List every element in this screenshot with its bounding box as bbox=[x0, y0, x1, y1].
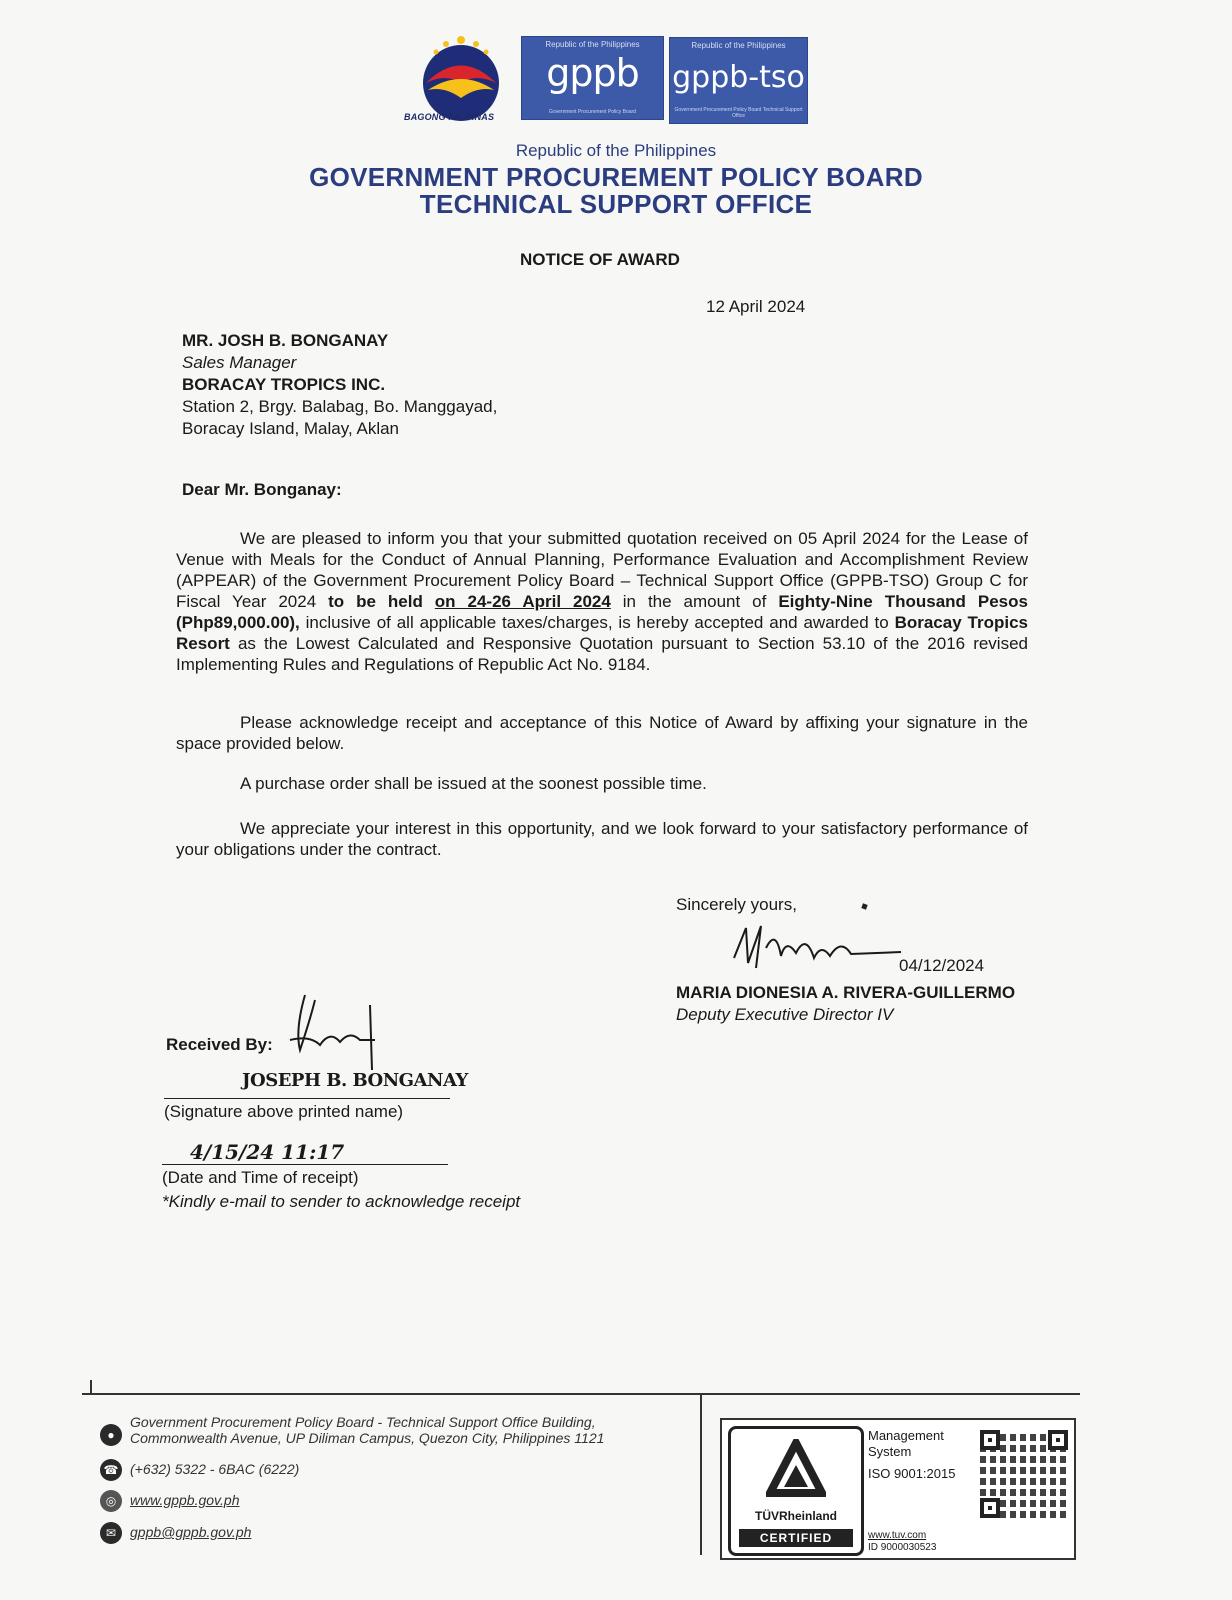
tso-logo-bottom: Government Procurement Policy Board Technical Support Office bbox=[674, 107, 803, 119]
footer-rule bbox=[82, 1393, 1080, 1395]
p1-awardee: Boracay Tropics Resort bbox=[176, 613, 1028, 653]
signed-date: 04/12/2024 bbox=[899, 956, 985, 975]
recipient-name: MR. JOSH B. BONGANAY bbox=[182, 331, 389, 350]
globe-icon: ◎ bbox=[100, 1490, 122, 1512]
gppb-logo-bottom: Government Procurement Policy Board bbox=[549, 109, 636, 115]
gppb-logo-top: Republic of the Philippines bbox=[545, 40, 640, 49]
recipient-address-line2: Boracay Island, Malay, Aklan bbox=[182, 419, 400, 438]
p1-event-dates: on 24-26 April 2024 bbox=[434, 592, 611, 611]
p1-text-a: We are pleased to inform you that your submitted quotation received on 05 April 2024 for the Lease of Venue with Meals for the Conduct of Annual Planning, Performance Evaluation and Accomplishment Review (APPEAR) of the Government Procurement Policy Board – Technical Support Office (GPPB-TSO) Group C for Fiscal Year 2024 bbox=[176, 529, 1028, 611]
body-paragraph-2 bbox=[176, 712, 1028, 754]
date-line bbox=[162, 1164, 448, 1165]
seal-caption: BAGONG PILIPINAS bbox=[404, 112, 495, 122]
gppb-tso-logo bbox=[669, 37, 808, 124]
footer-phone-text: (+632) 5322 - 6BAC (6222) bbox=[130, 1461, 300, 1477]
signature-caption: (Signature above printed name) bbox=[164, 1102, 404, 1121]
bagong-pilipinas-seal bbox=[416, 28, 506, 123]
footer-email-link[interactable]: gppb@gppb.gov.ph bbox=[130, 1524, 252, 1540]
republic-heading: Republic of the Philippines bbox=[515, 141, 717, 160]
cert-url-block bbox=[868, 1530, 936, 1554]
p3-text: A purchase order shall be issued at the soonest possible time. bbox=[240, 774, 707, 793]
org-name-line1: GOVERNMENT PROCUREMENT POLICY BOARD bbox=[309, 162, 923, 192]
gppb-logo-main: gppb bbox=[546, 51, 639, 95]
footer-address-line2: Commonwealth Avenue, UP Diliman Campus, Quezon City, Philippines 1121 bbox=[130, 1430, 605, 1446]
recipient-address-line1: Station 2, Brgy. Balabag, Bo. Manggayad, bbox=[182, 397, 498, 416]
document-title: NOTICE OF AWARD bbox=[520, 250, 680, 269]
cert-url[interactable]: www.tuv.com bbox=[868, 1530, 927, 1541]
signatory-title: Deputy Executive Director IV bbox=[676, 1005, 894, 1024]
tso-logo-main: gppb-tso bbox=[672, 60, 805, 95]
tuv-name: TÜVRheinland bbox=[754, 1509, 837, 1523]
cert-system-line1: Management bbox=[868, 1428, 944, 1443]
cert-id: ID 9000030523 bbox=[868, 1542, 937, 1553]
signatory-name: MARIA DIONESIA A. RIVERA-GUILLERMO bbox=[676, 983, 1016, 1002]
tso-logo-top: Republic of the Philippines bbox=[691, 41, 786, 50]
receipt-date-time: 4/15/24 11:17 bbox=[190, 1140, 345, 1164]
salutation: Dear Mr. Bonganay: bbox=[182, 480, 342, 499]
p1-text-h: as the Lowest Calculated and Responsive Quotation pursuant to Section 53.10 of the 2016 revised Implementing Rules and Regulations of Republic Act No. 9184. bbox=[176, 634, 1028, 674]
signature-line bbox=[164, 1098, 450, 1099]
footer-tick bbox=[90, 1380, 92, 1394]
p2-text: Please acknowledge receipt and acceptance of this Notice of Award by affixing your signature in the space provided below. bbox=[176, 713, 1028, 753]
location-icon: ● bbox=[100, 1424, 122, 1446]
closing-sincerely: Sincerely yours, bbox=[676, 895, 797, 914]
org-name-line2: TECHNICAL SUPPORT OFFICE bbox=[419, 189, 813, 219]
gppb-logo bbox=[521, 36, 664, 120]
qr-finder-bottom-left bbox=[980, 1498, 1000, 1518]
cert-iso: ISO 9001:2015 bbox=[868, 1466, 956, 1481]
p1-text-d: in the amount of bbox=[622, 592, 767, 611]
mail-icon: ✉ bbox=[100, 1522, 122, 1544]
body-paragraph-3 bbox=[176, 773, 1028, 794]
tuv-certification-box bbox=[720, 1418, 1076, 1560]
cert-system-line2: System bbox=[868, 1444, 912, 1459]
received-by-label: Received By: bbox=[166, 1035, 273, 1054]
tuv-triangle-icon bbox=[766, 1439, 826, 1499]
qr-finder-top-right bbox=[1048, 1430, 1068, 1450]
p4-text: We appreciate your interest in this opportunity, and we look forward to your satisfactory performance of your obligations under the contract. bbox=[176, 819, 1028, 859]
tuv-certified-label: CERTIFIED bbox=[739, 1529, 853, 1547]
handwritten-signature-signatory bbox=[726, 918, 906, 978]
body-paragraph-1 bbox=[176, 528, 1028, 675]
phone-icon: ☎ bbox=[100, 1459, 122, 1481]
body-paragraph-4 bbox=[176, 818, 1028, 860]
footer-divider bbox=[700, 1395, 702, 1555]
qr-finder-top-left bbox=[980, 1430, 1000, 1450]
acknowledge-note: *Kindly e-mail to sender to acknowledge receipt bbox=[162, 1192, 521, 1211]
p1-text-f: inclusive of all applicable taxes/charges, is hereby accepted and awarded to bbox=[305, 613, 889, 632]
footer-website-link[interactable]: www.gppb.gov.ph bbox=[130, 1492, 240, 1508]
p1-text-b: to be held bbox=[328, 592, 423, 611]
ink-dot bbox=[861, 903, 867, 909]
tuv-logo bbox=[728, 1426, 864, 1556]
recipient-company: BORACAY TROPICS INC. bbox=[182, 375, 386, 394]
footer-address-line1: Government Procurement Policy Board - Technical Support Office Building, bbox=[130, 1414, 596, 1430]
cert-system-text bbox=[868, 1428, 955, 1482]
p1-award-amount: Eighty-Nine Thousand Pesos (Php89,000.00), bbox=[176, 592, 1028, 632]
recipient-printed-name: JOSEPH B. BONGANAY bbox=[242, 1070, 468, 1091]
date-caption: (Date and Time of receipt) bbox=[162, 1168, 359, 1187]
handwritten-signature-recipient bbox=[280, 990, 390, 1075]
letter-date: 12 April 2024 bbox=[706, 297, 806, 316]
recipient-position: Sales Manager bbox=[182, 353, 297, 372]
